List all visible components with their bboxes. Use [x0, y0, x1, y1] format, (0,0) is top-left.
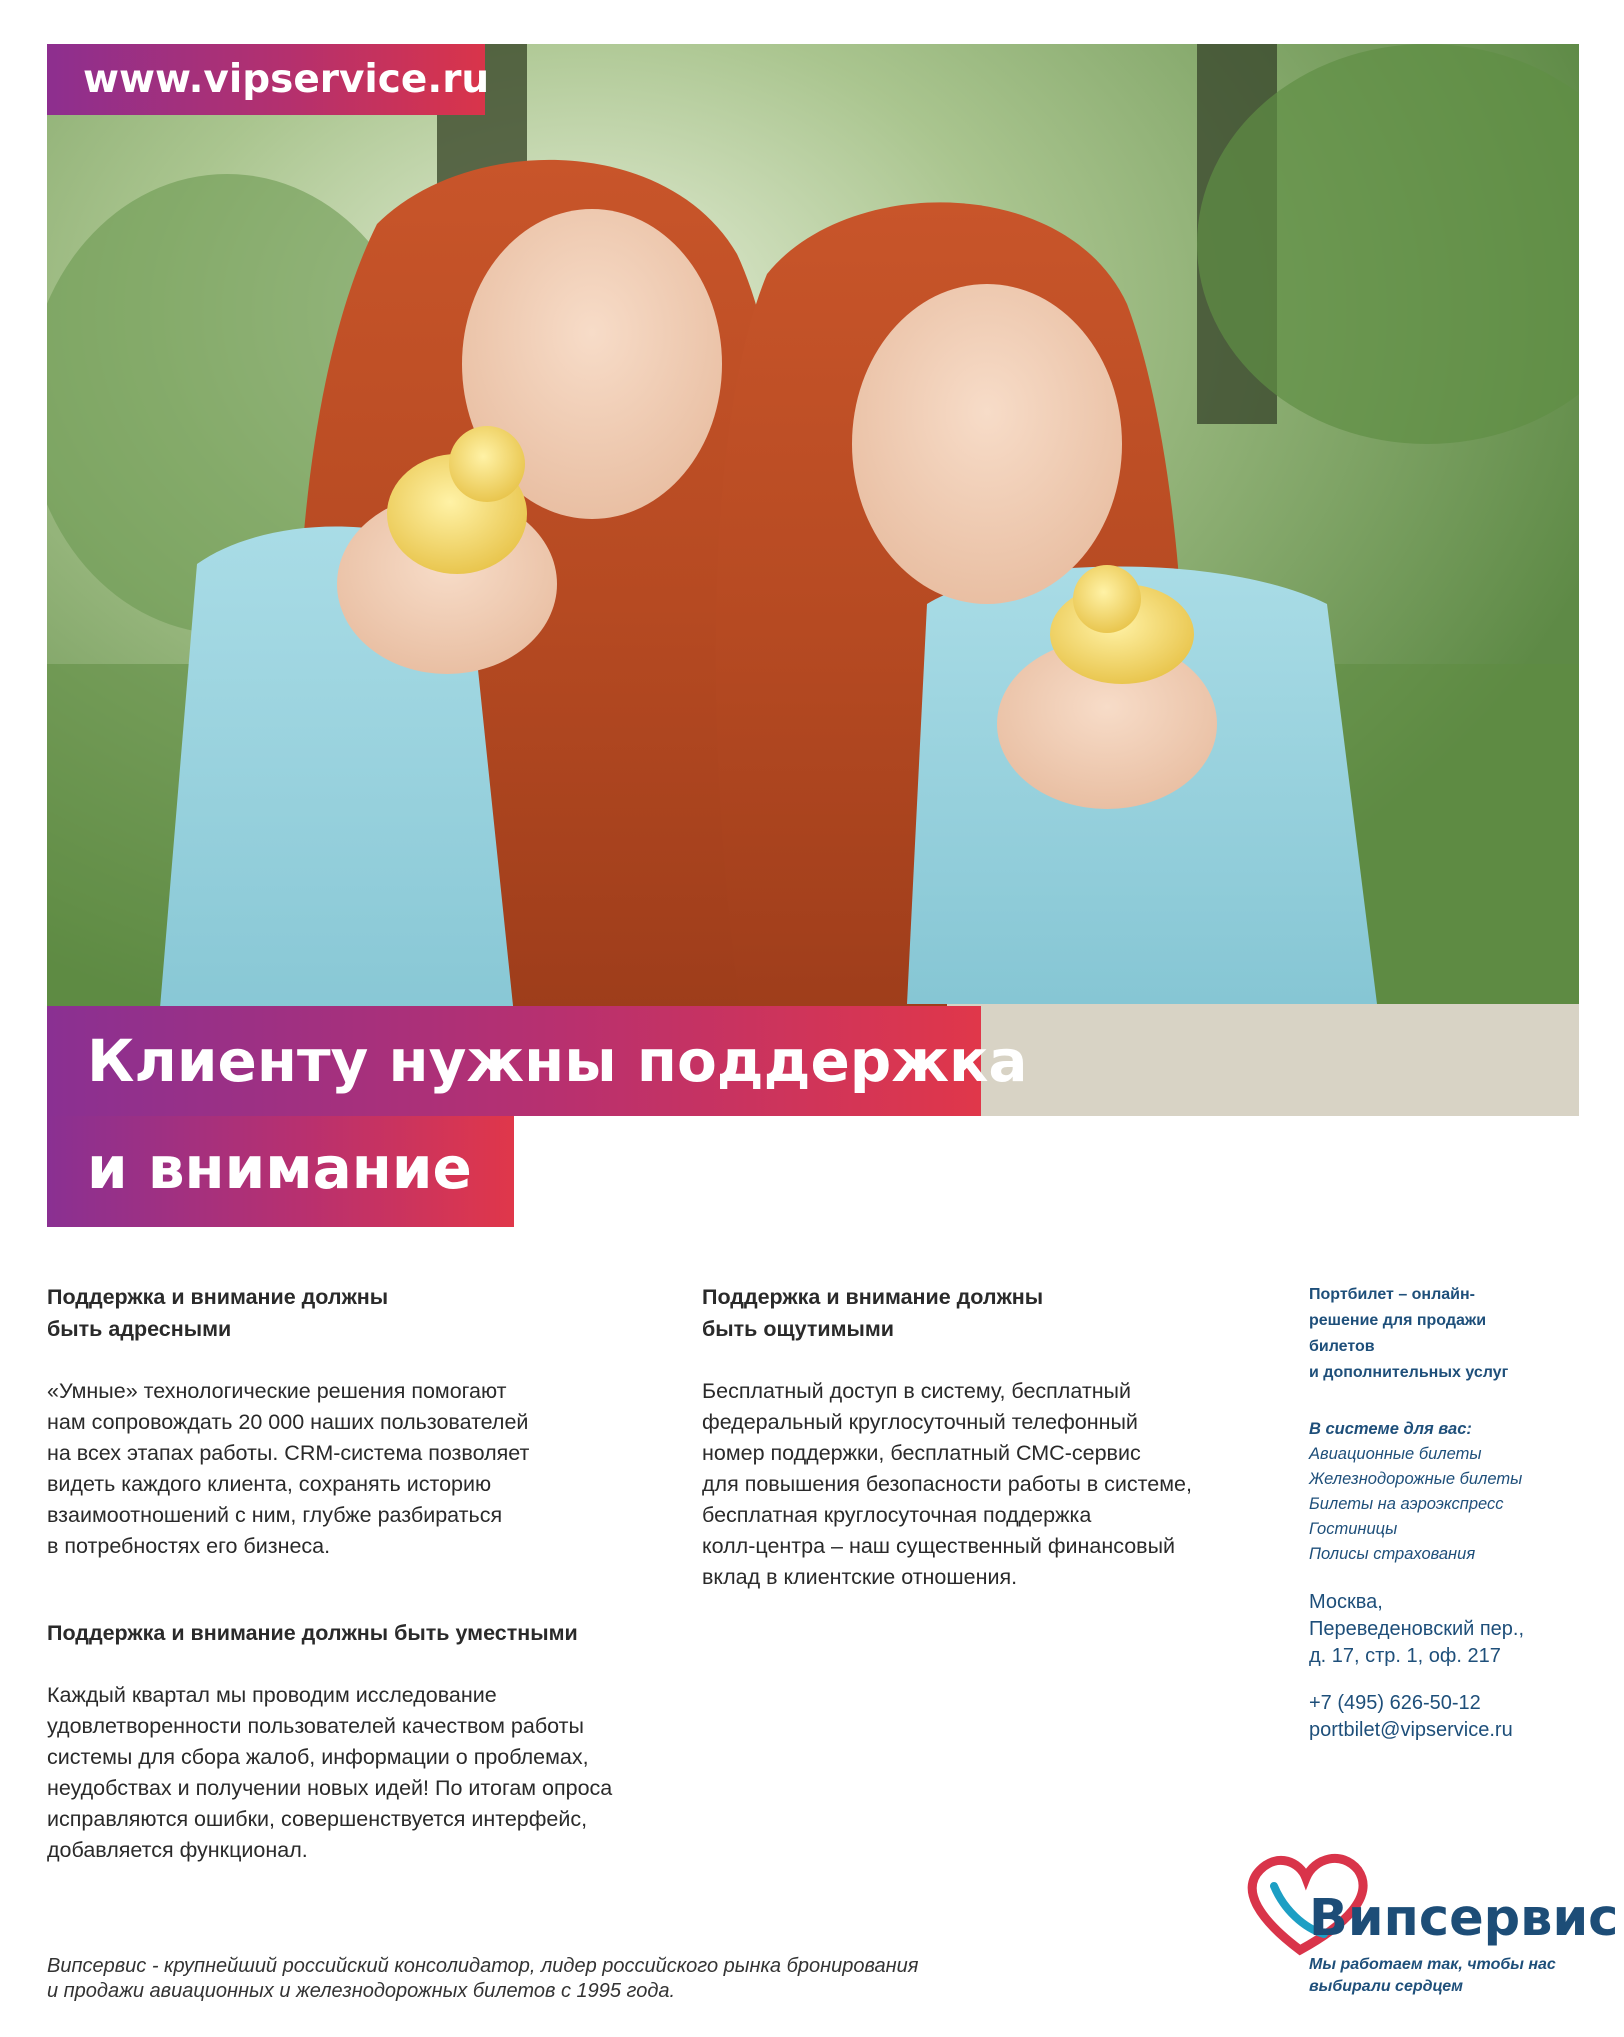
services-list	[1309, 1417, 1522, 1567]
phone-number[interactable]: +7 (495) 626-50-12	[1309, 1692, 1481, 1714]
heading-appropriate: Поддержка и внимание должны быть уместными	[47, 1621, 578, 1645]
headline-line-1: Клиенту нужны поддержка	[47, 1006, 981, 1116]
column-1	[47, 1281, 612, 1866]
services-title: В системе для вас:	[1309, 1420, 1472, 1438]
heading-tangible: Поддержка и внимание должны быть ощутимыми	[702, 1285, 1044, 1341]
heading-addressed: Поддержка и внимание должны быть адресными	[47, 1285, 389, 1341]
twin-girls-with-ducklings-photo	[47, 44, 1579, 1116]
column-2	[702, 1281, 1192, 1593]
portbilet-description: Портбилет – онлайн- решение для продажи билетов и дополнительных услуг	[1309, 1286, 1509, 1381]
paragraph-addressed: «Умные» технологические решения помогают нам сопровождать 20 000 наших пользователей на всех этапах работы. CRM-система позволяет видеть каждого клиента, сохранять историю взаимоотношений с ним, глубже разбираться в потребностях его бизнеса.	[47, 1379, 530, 1558]
list-item: Железнодорожные билеты	[1309, 1470, 1523, 1488]
website-url[interactable]: www.vipservice.ru	[47, 44, 485, 115]
hero-photo	[47, 44, 1579, 1116]
address: Москва, Переведеновский пер., д. 17, стр. 1, оф. 217	[1309, 1591, 1525, 1667]
list-item: Полисы страхования	[1309, 1545, 1476, 1563]
list-item: Гостиницы	[1309, 1520, 1398, 1538]
contacts	[1309, 1690, 1513, 1744]
brand-tagline: Мы работаем так, чтобы нас выбирали сердцем	[1309, 1956, 1556, 1995]
footer-note: Випсервис - крупнейший российский консолидатор, лидер российского рынка бронирования и продажи авиационных и железнодорожных билетов с 1995 года.	[47, 1955, 919, 2002]
paragraph-tangible: Бесплатный доступ в систему, бесплатный федеральный круглосуточный телефонный номер поддержки, бесплатный СМС-сервис для повышения безопасности работы в системе, бесплатная круглосуточная поддержка колл-центра – наш существенный финансовый вклад в клиентские отношения.	[702, 1379, 1192, 1589]
email-link[interactable]: portbilet@vipservice.ru	[1309, 1719, 1513, 1741]
headline-line-2: и внимание	[47, 1116, 514, 1227]
brand-name: Випсервис	[1309, 1889, 1619, 1948]
list-item: Авиационные билеты	[1309, 1445, 1482, 1463]
list-item: Билеты на аэроэкспресс	[1309, 1495, 1504, 1513]
paragraph-appropriate: Каждый квартал мы проводим исследование удовлетворенности пользователей качеством работы системы для сбора жалоб, информации о проблемах, неудобствах и получении новых идей! По итогам опроса исправляются ошибки, совершенствуется интерфейс, добавляется функционал.	[47, 1683, 613, 1862]
